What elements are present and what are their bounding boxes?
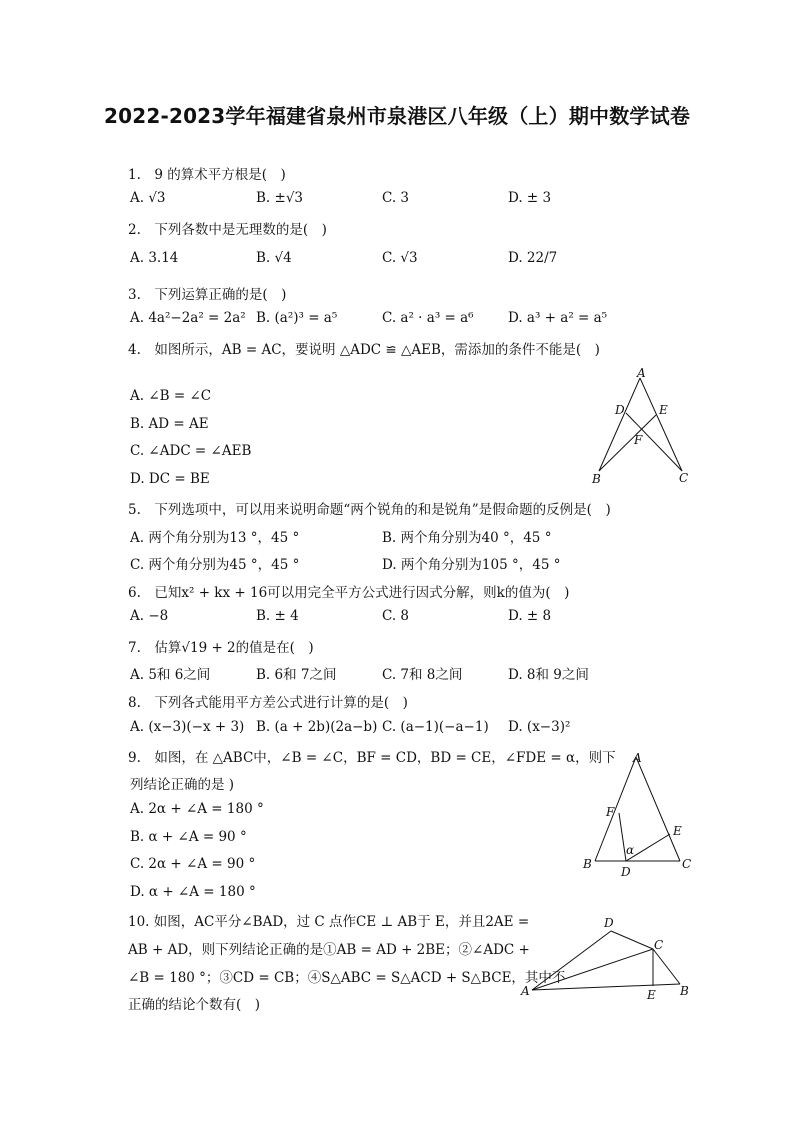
q8-option-d: D. (x−3)² [508,719,571,735]
question-2-stem: 2. 下列各数中是无理数的是( ) [128,222,327,238]
q10-label-e: E [647,988,656,1002]
q10-label-c: C [654,938,664,952]
question-6-stem: 6. 已知x² + kx + 16可以用完全平方公式进行因式分解，则k的值为( ) [128,585,570,601]
q9-triangle-figure [578,748,696,880]
q1-option-b: B. ±√3 [256,190,304,206]
q8-option-a: A. (x−3)(−x + 3) [130,719,245,735]
question-9-stem-line-2: 列结论正确的是 ) [130,777,235,793]
q3-option-b: B. (a²)³ = a⁵ [256,310,338,326]
q9-label-d: D [621,865,631,879]
q4-triangle-figure [586,366,696,490]
question-5-stem: 5. 下列选项中，可以用来说明命题“两个锐角的和是锐角”是假命题的反例是( ) [128,502,611,518]
q4-label-f: F [634,433,643,447]
q4-option-d: D. DC = BE [130,471,210,487]
question-3-stem: 3. 下列运算正确的是( ) [128,287,287,303]
q9-label-c: C [682,857,692,871]
q10-label-d: D [604,916,614,930]
q2-option-a: A. 3.14 [130,250,179,266]
q9-option-c: C. 2α + ∠A = 90 ° [130,856,256,872]
q1-option-a: A. √3 [130,190,166,206]
q1-option-c: C. 3 [382,190,410,206]
question-9-stem: 9. 如图，在 △ABC中，∠B = ∠C，BF = CD，BD = CE，∠FDE = α，则下 [128,750,616,766]
q4-label-a: A [637,366,646,380]
page-title: 2022-2023学年福建省泉州市泉港区八年级（上）期中数学试卷 [103,104,691,128]
q7-option-a: A. 5和 6之间 [130,667,211,683]
q4-label-c: C [679,471,689,485]
q10-label-a: A [521,984,530,998]
question-10-stem-line-2: AB + AD，则下列结论正确的是①AB = AD + 2BE；②∠ADC + [128,942,530,958]
question-7-stem: 7. 估算√19 + 2的值是在( ) [128,640,314,656]
q2-option-d: D. 22/7 [508,250,558,266]
q9-option-d: D. α + ∠A = 180 ° [130,884,256,900]
question-10-stem-line-1: 10. 如图，AC平分∠BAD，过 C 点作CE ⊥ AB于 E，并且2AE = [128,914,530,930]
question-10-stem-line-4: 正确的结论个数有( ) [128,997,261,1013]
q10-label-b: B [680,984,689,998]
q8-option-c: C. (a−1)(−a−1) [382,719,489,735]
q5-option-d: D. 两个角分别为105 °，45 ° [382,557,561,573]
q6-option-d: D. ± 8 [508,608,552,624]
q5-option-b: B. 两个角分别为40 °，45 ° [382,530,552,546]
q1-option-d: D. ± 3 [508,190,552,206]
q4-label-b: B [592,472,601,486]
q7-option-d: D. 8和 9之间 [508,667,589,683]
q4-option-a: A. ∠B = ∠C [130,388,212,404]
q6-option-c: C. 8 [382,608,410,624]
q6-option-b: B. ± 4 [256,608,299,624]
q5-option-c: C. 两个角分别为45 °，45 ° [130,557,300,573]
q9-option-a: A. 2α + ∠A = 180 ° [130,801,264,817]
q4-label-e: E [659,403,668,417]
q7-option-b: B. 6和 7之间 [256,667,337,683]
q9-label-b: B [583,857,592,871]
q8-option-b: B. (a + 2b)(2a−b) [256,719,378,735]
q3-option-c: C. a² · a³ = a⁶ [382,310,474,326]
q4-option-b: B. AD = AE [130,416,209,432]
q9-label-a: A [633,751,642,765]
q9-label-alpha: α [626,843,635,857]
question-4-stem: 4. 如图所示，AB = AC，要说明 △ADC ≌ △AEB，需添加的条件不能是( ) [128,342,600,358]
q6-option-a: A. −8 [130,608,169,624]
q2-option-b: B. √4 [256,250,292,266]
question-8-stem: 8. 下列各式能用平方差公式进行计算的是( ) [128,695,408,711]
q4-label-d: D [615,403,625,417]
q3-option-a: A. 4a²−2a² = 2a² [130,310,246,326]
q7-option-c: C. 7和 8之间 [382,667,463,683]
q10-quadrilateral-figure [516,910,696,1006]
q5-option-a: A. 两个角分别为13 °，45 ° [130,530,300,546]
q9-label-e: E [673,824,682,838]
question-10-stem-line-3: ∠B = 180 °；③CD = CB；④S△ABC = S△ACD + S△BCE，其中不 [128,970,566,986]
question-1-stem: 1. 9 的算术平方根是( ) [128,167,286,183]
q4-option-c: C. ∠ADC = ∠AEB [130,443,252,459]
q2-option-c: C. √3 [382,250,418,266]
q9-option-b: B. α + ∠A = 90 ° [130,829,247,845]
q9-label-f: F [606,805,615,819]
q3-option-d: D. a³ + a² = a⁵ [508,310,608,326]
